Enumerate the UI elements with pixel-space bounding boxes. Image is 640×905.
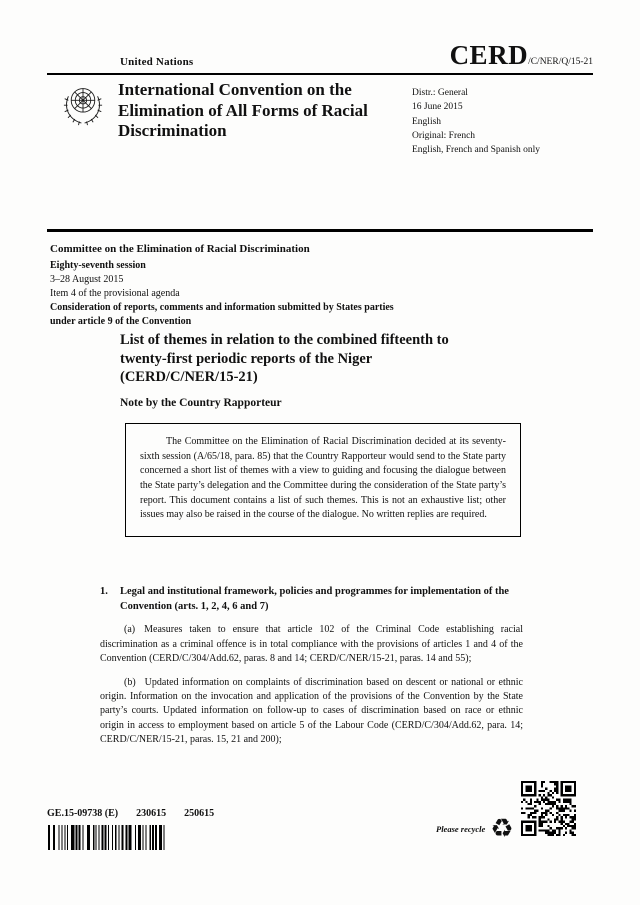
section-number: 1.: [100, 586, 108, 597]
org-name: United Nations: [120, 56, 194, 68]
agenda-item: Item 4 of the provisional agenda: [50, 288, 180, 300]
distr-language: English: [412, 116, 442, 127]
committee-dates: 3–28 August 2015: [50, 274, 124, 286]
footer-date-2: 250615: [184, 808, 215, 819]
section-heading-text: Legal and institutional framework, policies and programmes for implementation of the Convention (arts. 1, 2, 4, 6 and 7): [120, 586, 509, 612]
list-item-a: [100, 623, 523, 666]
distr-original: Original: French: [412, 130, 476, 141]
section-divider: [47, 229, 593, 232]
page-title: List of themes in relation to the combined fifteenth to twenty-first periodic reports of the Niger (CERD/C/NER/15-21): [120, 332, 449, 386]
page-subtitle: Note by the Country Rapporteur: [120, 397, 282, 409]
section-heading: [100, 585, 523, 614]
ge-number: GE.15-09738 (E): [47, 808, 119, 819]
summary-box: [125, 423, 521, 537]
committee-name: Committee on the Elimination of Racial Discrimination: [50, 243, 310, 255]
document-symbol-small: /C/NER/Q/15-21: [528, 57, 593, 67]
distr-languages-note: English, French and Spanish only: [412, 145, 540, 155]
convention-title: International Convention on the Elimination of All Forms of Racial Discrimination: [118, 80, 368, 141]
item-label: (a): [124, 624, 136, 636]
item-text: Measures taken to ensure that article 102 of the Criminal Code establishing racial discrimination as a criminal offence is in total compliance with the provisions of articles 1 and 4 of the Convention (CERD/C/304/Add.62, paras. 8 and 14; CERD/C/NER/15-21, paras. 14 and 55);: [100, 624, 523, 665]
committee-session: Eighty-seventh session: [50, 260, 146, 272]
distr-date: 16 June 2015: [412, 102, 463, 113]
footer-reference: [47, 808, 232, 819]
recycle-note: [436, 816, 514, 842]
distr-line: Distr.: General: [412, 88, 468, 98]
recycle-icon: ♻: [490, 814, 514, 844]
list-item-b: [100, 676, 523, 748]
header-divider: [47, 73, 593, 75]
item-text: Updated information on complaints of discrimination based on descent or national or ethnic origin. Information on the invocation and application of the provisions of the Convention by the State party’s courts. Updated information on follow-up to cases of discrimination based on race or ethnic origin in access to employment based on article 5 of the Labour Code (CERD/C/304/Add.62, para. 14; CERD/C/NER/15-21, paras. 15, 21 and 200);: [100, 676, 523, 746]
document-symbol: [450, 40, 593, 71]
document-symbol-large: CERD: [449, 40, 529, 70]
footer-date-1: 230615: [136, 808, 167, 819]
committee-block: [50, 242, 420, 329]
qr-code: [521, 781, 576, 836]
recycle-label: Please recycle: [436, 824, 486, 834]
agenda-title: Consideration of reports, comments and information submitted by States parties under article 9 of the Convention: [50, 302, 394, 328]
barcode: [47, 825, 167, 850]
distribution-block: [412, 86, 540, 157]
un-emblem-icon: [57, 80, 109, 132]
section-1: [100, 585, 523, 748]
summary-text: The Committee on the Elimination of Racial Discrimination decided at its seventy-sixth session (A/65/18, para. 85) that the Country Rapporteur would send to the State party concerned a short list of themes with a view to guiding and focusing the dialogue between the State party’s delegation and the Committee during the consideration of the State party’s report. This document contains a list of such themes. This is not an exhaustive list; other issues may also be raised in the course of the dialogue. No written replies are required.: [140, 436, 506, 521]
item-label: (b): [124, 676, 136, 688]
